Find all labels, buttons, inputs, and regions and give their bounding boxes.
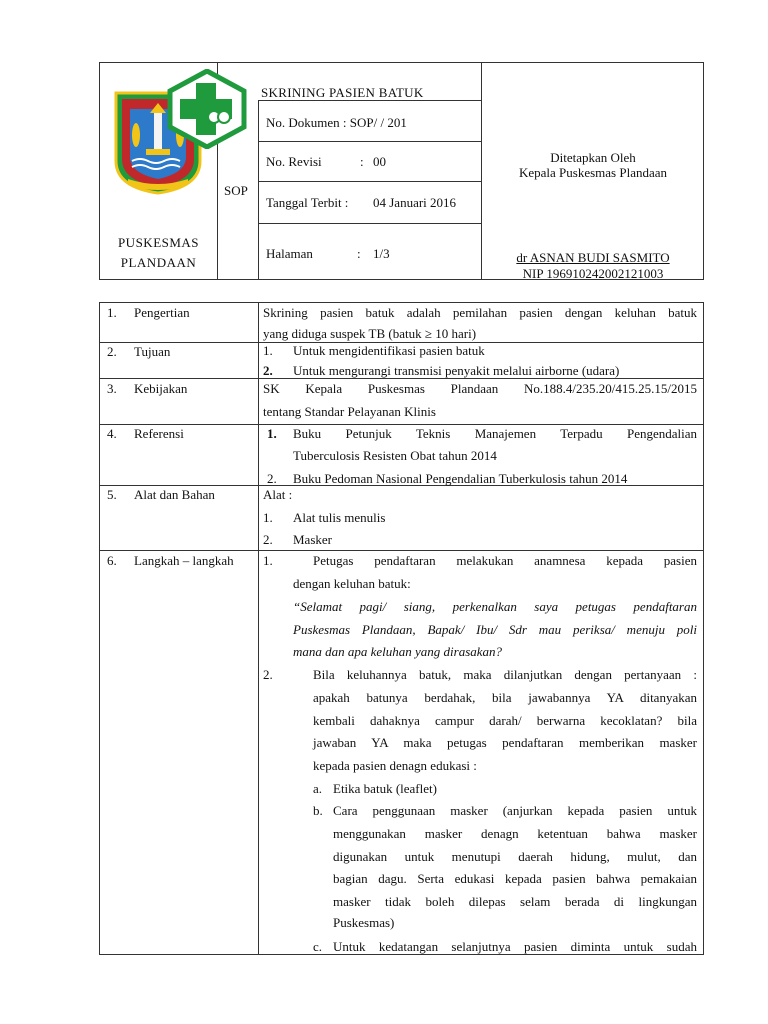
step-1-quote-3: mana dan apa keluhan yang dirasakan? (293, 644, 503, 659)
step-2-line-4: jawaban YA maka petugas pendaftaran memberikan masker (313, 735, 697, 750)
sub-item-a: Etika batuk (leaflet) (333, 781, 437, 796)
puskesmas-cross-icon (166, 69, 248, 149)
section-label: Tujuan (134, 344, 171, 359)
section-number: 3. (107, 381, 117, 396)
purpose-item-number: 1. (263, 343, 273, 358)
revision-label: No. Revisi (266, 154, 322, 169)
logo-area (110, 69, 245, 199)
section-number: 6. (107, 553, 117, 568)
section-label: Alat dan Bahan (134, 487, 215, 502)
page-label: Halaman (266, 246, 313, 261)
revision-separator: : (360, 154, 364, 169)
reference-item-number: 2. (267, 471, 277, 486)
approved-by-label: Ditetapkan Oleh (550, 150, 636, 165)
section-label: Pengertian (134, 305, 190, 320)
tools-item-text: Masker (293, 532, 332, 547)
step-2-line-5: kepada pasien denagn edukasi : (313, 758, 477, 773)
section-number: 2. (107, 344, 117, 359)
step-number: 1. (263, 553, 273, 568)
definition-line-1: Skrining pasien batuk adalah pemilahan pasien dengan keluhan batuk (263, 305, 697, 320)
step-number: 2. (263, 667, 273, 682)
step-1-quote-1: “Selamat pagi/ siang, perkenalkan saya petugas pendaftaran (293, 599, 697, 614)
policy-line-1: SK Kepala Puskesmas Plandaan No.188.4/235.20/415.25.15/2015 (263, 381, 697, 396)
sub-item-letter: c. (313, 939, 323, 954)
approver-title: Kepala Puskesmas Plandaan (518, 165, 668, 180)
org-name-line1: PUSKESMAS (117, 235, 200, 250)
step-2-line-3: kembali dahaknya campur darah/ berwarna kecoklatan? bila (313, 713, 697, 728)
issue-date-label: Tanggal Terbit : (266, 195, 349, 210)
step-1-line-1: Petugas pendaftaran melakukan anamnesa kepada pasien (313, 553, 697, 568)
sub-item-b-line-1: Cara penggunaan masker (anjurkan kepada pasien untuk (333, 803, 697, 818)
reference-item-text: Buku Petunjuk Teknis Manajemen Terpadu Pengendalian (293, 426, 697, 441)
section-label: Referensi (134, 426, 184, 441)
approver-nip: NIP 196910242002121003 (522, 266, 664, 281)
section-label: Langkah – langkah (134, 553, 234, 568)
document-title: SKRINING PASIEN BATUK (261, 85, 424, 100)
section-label: Kebijakan (134, 381, 188, 396)
step-1-quote-2: Puskesmas Plandaan, Bapak/ Ibu/ Sdr mau periksa/ menuju poli (293, 622, 697, 637)
reference-item-text: Buku Pedoman Nasional Pengendalian Tuberkulosis tahun 2014 (293, 471, 628, 486)
document-number: No. Dokumen : SOP/ / 201 (266, 115, 407, 130)
sop-header-table (99, 62, 704, 280)
policy-line-2: tentang Standar Pelayanan Klinis (263, 404, 436, 419)
sub-item-b-line-3: digunakan untuk menutupi daerah hidung, mulut, dan (333, 849, 697, 864)
tools-intro: Alat : (263, 487, 293, 502)
revision-value: 00 (373, 154, 386, 169)
header-divider-sop (258, 100, 259, 279)
issue-date-value: 04 Januari 2016 (373, 195, 457, 210)
sub-item-b-line-2: menggunakan masker denagn ketentuan bahwa masker (333, 826, 697, 841)
purpose-item-number: 2. (263, 363, 273, 378)
sub-item-b-line-6: Puskesmas) (333, 915, 395, 930)
purpose-item-text: Untuk mengidentifikasi pasien batuk (293, 343, 485, 358)
reference-item-continuation: Tuberculosis Resisten Obat tahun 2014 (293, 448, 497, 463)
step-1-line-2: dengan keluhan batuk: (293, 576, 411, 591)
sub-item-c-line-1: Untuk kedatangan selanjutnya pasien diminta untuk sudah (333, 939, 697, 954)
sub-item-letter: a. (313, 781, 323, 796)
org-name-line2: PLANDAAN (120, 255, 197, 270)
tools-item-text: Alat tulis menulis (293, 510, 386, 525)
page-separator: : (357, 246, 361, 261)
tools-item-number: 2. (263, 532, 273, 547)
tools-item-number: 1. (263, 510, 273, 525)
section-number: 5. (107, 487, 117, 502)
sub-item-b-line-5: masker tidak boleh dilepas selam berada di lingkungan (333, 894, 697, 909)
approver-name: dr ASNAN BUDI SASMITO (516, 250, 670, 265)
sop-content-table (99, 302, 704, 955)
definition-line-2: yang diduga suspek TB (batuk ≥ 10 hari) (263, 326, 477, 341)
section-number: 4. (107, 426, 117, 441)
section-number: 1. (107, 305, 117, 320)
sub-item-b-line-4: bagian dagu. Serta edukasi kepada pasien bahwa pemakaian (333, 871, 697, 886)
step-2-line-2: apakah batunya berdahak, bila jawabannya YA ditanyakan (313, 690, 697, 705)
sub-item-letter: b. (313, 803, 323, 818)
step-2-line-1: Bila keluhannya batuk, maka dilanjutkan dengan pertanyaan : (313, 667, 697, 682)
page-value: 1/3 (373, 246, 390, 261)
reference-item-number: 1. (267, 426, 277, 441)
purpose-item-text: Untuk mengurangi transmisi penyakit melalui airborne (udara) (293, 363, 620, 378)
sop-label: SOP (224, 183, 248, 198)
